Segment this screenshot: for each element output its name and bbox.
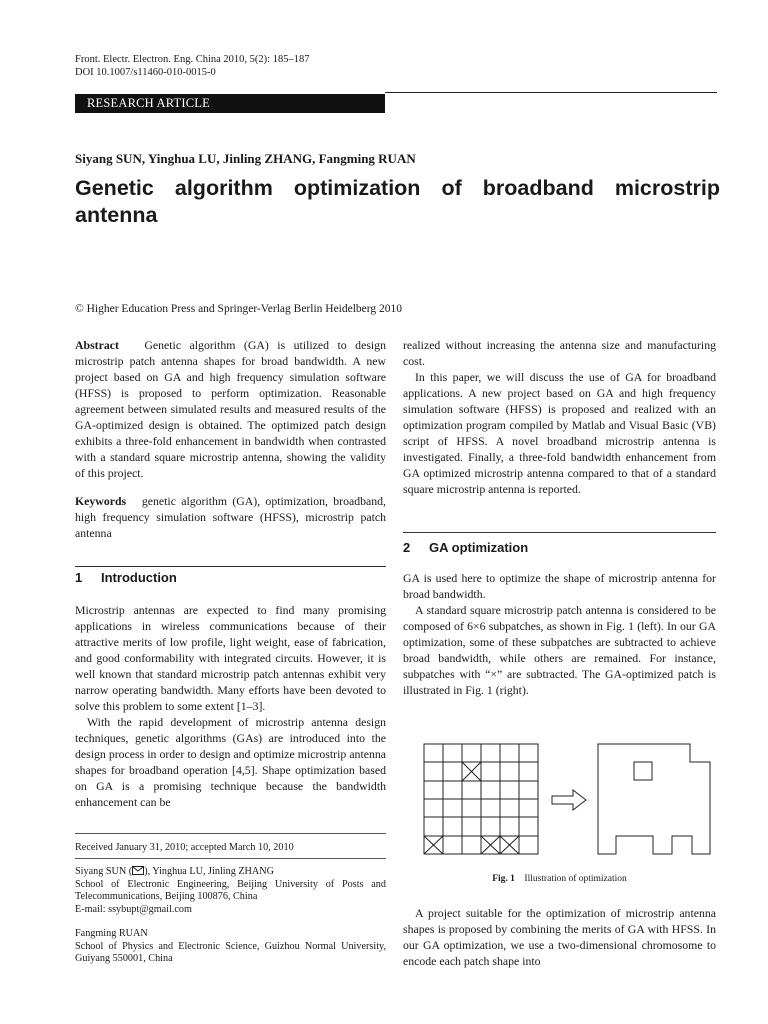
ga-optimization-body [403,570,716,698]
email: E-mail: ssybupt@gmail.com [75,903,192,915]
received-dates: Received January 31, 2010; accepted March 10, 2010 [75,842,294,853]
section-heading-introduction [75,570,177,585]
figure-caption-text: Illustration of optimization [524,874,627,884]
arrow-right-icon [552,790,586,810]
section-number: 1 [75,570,83,585]
paragraph: A project suitable for the optimization of microstrip antenna shapes is proposed by combining the merits of GA with HFSS. In our GA optimization, we use a two-dimensional chromosome to encode each patch shape into [403,906,716,968]
section-rule [403,532,716,533]
affiliation: School of Electronic Engineering, Beijing University of Posts and Telecommunications, Beijing 100876, China [75,878,386,902]
introduction-body [75,602,386,810]
author-affiliations: Siyang SUN ( ), Yinghua LU, Jinling ZHANG School of Electronic Engineering, Beijing University of Posts and Telecommunications, Beijing 100876, China E-mail: ssybupt@gmail.com Fangming RUAN School of Physics and Electronic Science, Guizhou Normal University, Guiyang 550001, China [75,866,386,964]
paragraph: GA is used here to optimize the shape of microstrip antenna for broad bandwidth. [403,571,716,601]
header-rule [385,92,717,93]
paragraph: With the rapid development of microstrip antenna design techniques, genetic algorithms (GAs) are introduced into the design process in order to design and optimize microstrip antenna shapes for broadband operation [4,5]. Shape optimization based on GA is a promising technique because the bandwidth enhancement can be [75,715,386,809]
article-type-banner: RESEARCH ARTICLE [75,94,385,113]
abstract-text: Genetic algorithm (GA) is utilized to design microstrip patch antenna shapes for broad bandwidth. A new project based on GA and high frequency simulation software (HFSS) is proposed to perform optimization. Reasonable agreement between simulated results and measured results of the GA-optimized design is obtained. The optimized patch design exhibits a three-fold enhancement in bandwidth when contrasted with a standard square microstrip antenna, showing the validity of this project. [75,338,386,480]
paragraph: realized without increasing the antenna size and manufacturing cost. [403,338,716,368]
journal-citation: Front. Electr. Electron. Eng. China 2010, 5(2): 185–187 [75,54,310,65]
author-list: Siyang SUN, Yinghua LU, Jinling ZHANG, Fangming RUAN [75,151,416,166]
figure-label: Fig. 1 [492,874,515,884]
journal-info [75,53,309,79]
section-heading-ga-optimization [403,540,528,555]
paragraph: A standard square microstrip patch antenna is considered to be composed of 6×6 subpatches, as shown in Fig. 1 (left). In our GA optimization, some of these subpatches are subtracted to achieve broad bandwidth, while others are remained. For instance, subpatches with “×” are subtracted. The GA-optimized patch is illustrated in Fig. 1 (right). [403,603,716,697]
envelope-icon [132,866,144,875]
subtracted-subpatch-markers [424,762,519,854]
co-authors: , Yinghua LU, Jinling ZHANG [147,866,274,877]
corresponding-author: Siyang SUN [75,866,127,877]
section-rule [75,566,386,567]
keywords-text: genetic algorithm (GA), optimization, broadband, high frequency simulation software (HFSS), microstrip patch antenna [75,494,386,540]
paper-title: Genetic algorithm optimization of broadband microstrip antenna [75,176,720,227]
paragraph: In this paper, we will discuss the use of GA for broadband applications. A new project based on GA and high frequency simulation software (HFSS) is proposed and realized with an optimization program compiled by Matlab and Visual Basic (VB) script of HFSS. A novel broadband microstrip antenna is investigated. Finally, a three-fold bandwidth enhancement from GA optimized microstrip antenna compared to that of a standard square microstrip antenna is reported. [403,370,716,496]
section-number: 2 [403,540,411,555]
keywords [75,493,386,541]
intro-continuation [403,337,716,497]
abstract-label: Abstract [75,338,119,352]
section-title: GA optimization [429,540,529,555]
affiliation: School of Physics and Electronic Science, Guizhou Normal University, Guiyang 550001, China [75,940,386,964]
abstract [75,337,386,481]
figure-1-illustration [420,740,720,860]
doi: DOI 10.1007/s11460-010-0015-0 [75,67,216,78]
copyright-line: © Higher Education Press and Springer-Verlag Berlin Heidelberg 2010 [75,303,403,315]
footnote-rule [75,833,386,834]
section-title: Introduction [101,570,177,585]
paragraph: Microstrip antennas are expected to find many promising applications in wireless communications because of their attractive merits of low profile, light weight, ease of fabrication, and good conformability with integrated circuits. However, it is well known that standard microstrip patch antennas exhibit very narrow operating bandwidth. Many efforts have been devoted to solve this problem to some extent [1–3]. [75,603,386,713]
optimized-patch-shape [598,744,710,854]
figure-caption [403,874,716,884]
author-name: Fangming RUAN [75,928,148,939]
ga-optimization-body-cont [403,905,716,969]
keywords-label: Keywords [75,494,127,508]
footnote-rule [75,858,386,859]
